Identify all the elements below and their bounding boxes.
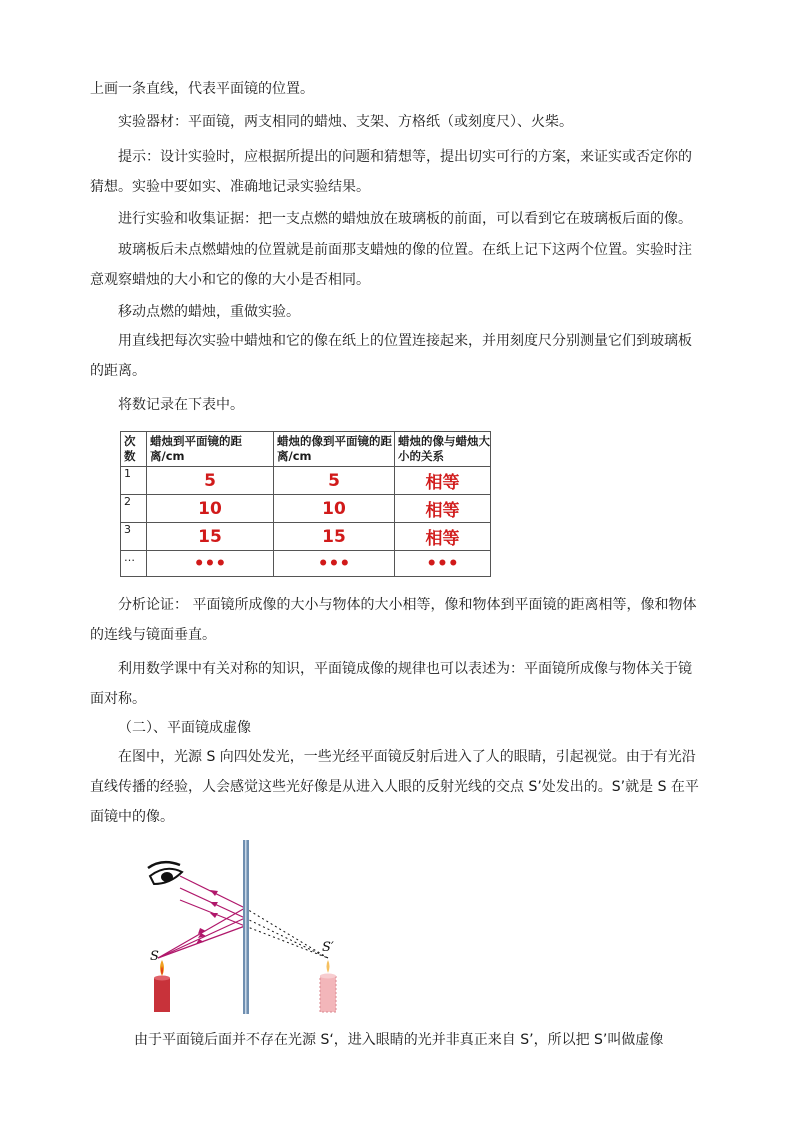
row-index: … (121, 551, 147, 577)
header-candle-distance: 蜡烛到平面镜的距离/cm (147, 432, 274, 467)
header-size-relation: 蜡烛的像与蜡烛大小的关系 (395, 432, 491, 467)
eye-icon (148, 862, 182, 884)
table-row (121, 495, 491, 523)
paragraph-repeat: 移动点燃的蜡烛，重做实验。 (118, 304, 300, 320)
size-relation-value: 相等 (395, 523, 491, 551)
paragraph-equipment: 实验器材：平面镜，两支相同的蜡烛、支架、方格纸（或刻度尺）、火柴。 (118, 114, 573, 130)
table-row (121, 523, 491, 551)
row-index: 2 (121, 495, 147, 523)
candle-distance-value: 15 (147, 523, 274, 551)
image-distance-value: 5 (274, 467, 395, 495)
reflected-rays (180, 876, 245, 926)
image-distance-value: 15 (274, 523, 395, 551)
size-relation-value: 相等 (395, 495, 491, 523)
label-source: S (150, 949, 159, 964)
size-relation-value: ••• (395, 551, 491, 577)
data-table (120, 431, 491, 577)
paragraph-procedure: 进行实验和收集证据：把一支点燃的蜡烛放在玻璃板的前面，可以看到它在玻璃板后面的像。 (118, 211, 692, 227)
image-distance-value: ••• (274, 551, 395, 577)
size-relation-value: 相等 (395, 467, 491, 495)
header-image-distance: 蜡烛的像到平面镜的距离/cm (274, 432, 395, 467)
paragraph-measure: 用直线把每次实验中蜡烛和它的像在纸上的位置连接起来，并用刻度尺分别测量它们到玻璃板的距离。 (90, 333, 692, 379)
image-candle (320, 960, 336, 1012)
lit-candle (154, 960, 170, 1012)
paragraph-virtual-image: 在图中，光源 S 向四处发光，一些光经平面镜反射后进入了人的眼睛，引起视觉。由于有光沿直线传播的经验，人会感觉这些光好像是从进入人眼的反射光线的交点 S’处发出的。S’就是 S 在平面镜中的像。 (90, 749, 699, 825)
candle-distance-value: ••• (147, 551, 274, 577)
table-row (121, 551, 491, 577)
row-index: 3 (121, 523, 147, 551)
paragraph-analysis: 分析论证： 平面镜所成像的大小与物体的大小相等，像和物体到平面镜的距离相等，像和物体的连线与镜面垂直。 (90, 597, 697, 643)
table-row (121, 467, 491, 495)
paragraph-symmetry: 利用数学课中有关对称的知识，平面镜成像的规律也可以表述为：平面镜所成像与物体关于镜面对称。 (90, 661, 692, 707)
candle-distance-value: 5 (147, 467, 274, 495)
incident-rays (158, 908, 245, 958)
section-heading: （二）、平面镜成虚像 (118, 720, 251, 736)
paragraph-observation: 玻璃板后未点燃蜡烛的位置就是前面那支蜡烛的像的位置。在纸上记下这两个位置。实验时注意观察蜡烛的大小和它的像的大小是否相同。 (90, 242, 692, 288)
candle-distance-value: 10 (147, 495, 274, 523)
image-distance-value: 10 (274, 495, 395, 523)
paragraph-record: 将数记录在下表中。 (118, 397, 244, 413)
paragraph-hint: 提示：设计实验时，应根据所提出的问题和猜想等，提出切实可行的方案，来证实或否定你的猜想。实验中要如实、准确地记录实验结果。 (90, 149, 692, 195)
table-header-row (121, 432, 491, 467)
virtual-ray-extensions (245, 908, 328, 958)
mirror-reflection-figure (140, 838, 350, 1018)
paragraph-continuation: 上画一条直线，代表平面镜的位置。 (90, 81, 314, 97)
header-count: 次数 (121, 432, 147, 467)
paragraph-closing: 由于平面镜后面并不存在光源 S‘，进入眼睛的光并非真正来自 S’，所以把 S’叫做虚像 (134, 1032, 664, 1048)
label-image: S′ (322, 940, 334, 955)
row-index: 1 (121, 467, 147, 495)
